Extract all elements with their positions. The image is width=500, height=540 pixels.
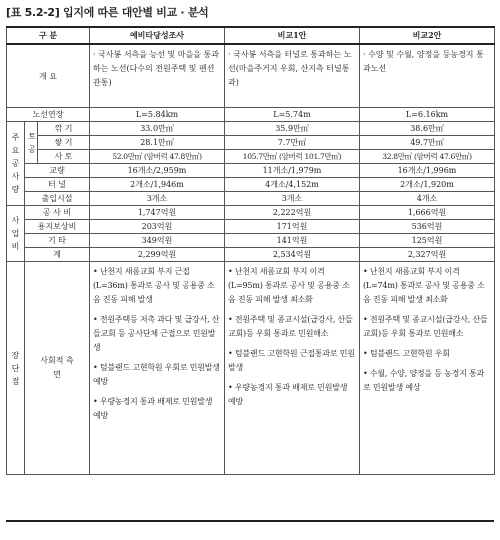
- summary-preferred: · 국사봉 서측을 능선 및 마을을 통과하는 노선(다수의 전원주택 및 펜션 관통): [90, 44, 225, 108]
- header-alt2: 비교2안: [360, 27, 495, 44]
- total-cost-label: 계: [25, 248, 90, 262]
- slope-row: [7, 150, 495, 164]
- total-cost-alt1: 2,534억원: [225, 248, 360, 262]
- list-item: • 텀블랜드 고현학원 우회로 민원발생 예방: [93, 363, 220, 386]
- summary-row: [7, 44, 495, 108]
- length-label: 노선연장: [7, 108, 90, 122]
- cut-label: 깎 기: [38, 122, 90, 136]
- ic-row: [7, 192, 495, 206]
- proscons-alt1: [225, 262, 360, 475]
- proscons-preferred: [90, 262, 225, 475]
- other-cost-preferred: 349억원: [90, 234, 225, 248]
- earthwork-label: [25, 122, 38, 164]
- social-text: 사회적 측 면: [40, 356, 74, 379]
- list-item: • 텀블랜드 고현학원 근접통과로 민원발생: [228, 349, 355, 372]
- slope-preferred: 52.0만㎥ (암버럭 47.8만㎥): [90, 150, 225, 164]
- other-cost-label: 기 타: [25, 234, 90, 248]
- tunnel-alt1: 4개소/4,152m: [225, 178, 360, 192]
- construction-cost-alt1: 2,222억원: [225, 206, 360, 220]
- length-alt2: L=6.16km: [360, 108, 495, 122]
- proscons-row: [7, 262, 495, 475]
- quantities-group-label: [7, 122, 25, 206]
- other-cost-alt1: 141억원: [225, 234, 360, 248]
- list-item: • 전원주택 및 종교시설(급강사, 산들교회)등 우회 통과로 민원해소: [363, 315, 488, 338]
- fill-preferred: 28.1만㎥: [90, 136, 225, 150]
- quantities-group-text: 주요공사량: [11, 133, 20, 194]
- other-cost-alt2: 125억원: [360, 234, 495, 248]
- tunnel-row: [7, 178, 495, 192]
- land-cost-label: 용지보상비: [25, 220, 90, 234]
- land-cost-row: [7, 220, 495, 234]
- header-row: [7, 27, 495, 44]
- header-preferred: 예비타당성조사: [90, 27, 225, 44]
- list-item: • 난천지 새롬교회 부지 근접(L=36m) 통과로 공사 및 공용중 소음 진동 피해 발생: [93, 267, 215, 304]
- fill-alt1: 7.7만㎥: [225, 136, 360, 150]
- social-label: [25, 262, 90, 475]
- table-caption: [표 5.2-2] 입지에 따른 대안별 비교 · 분석: [6, 6, 209, 19]
- list-item: • 전원주택 및 종교시설(급강사, 산들교회)등 우회 통과로 민원해소: [228, 315, 353, 338]
- length-preferred: L=5.84km: [90, 108, 225, 122]
- proscons-group-label: [7, 262, 25, 475]
- summary-alt2: · 수양 및 수월, 양정을 등농경지 통과노선: [360, 44, 495, 108]
- tunnel-preferred: 2개소/1,946m: [90, 178, 225, 192]
- land-cost-alt2: 536억원: [360, 220, 495, 234]
- tunnel-alt2: 2개소/1,920m: [360, 178, 495, 192]
- fill-label: 쌓 기: [38, 136, 90, 150]
- list-item: • 텀블랜드 고현학원 우회: [363, 349, 450, 358]
- fill-alt2: 49.7만㎥: [360, 136, 495, 150]
- bridge-row: [7, 164, 495, 178]
- tunnel-label: 터 널: [25, 178, 90, 192]
- construction-cost-alt2: 1,666억원: [360, 206, 495, 220]
- bottom-rule: [6, 520, 494, 522]
- cut-alt2: 38.6만㎥: [360, 122, 495, 136]
- list-item: • 전원주택등 저촉 과다 및 급강사, 산들교회 등 공사단체 근접으로 민원발생: [93, 315, 220, 352]
- length-row: [7, 108, 495, 122]
- ic-preferred: 3개소: [90, 192, 225, 206]
- ic-alt1: 3개소: [225, 192, 360, 206]
- summary-alt1: · 국사봉 서측을 터널로 통과하는 노선(마을주거지 우회, 산지측 터널통과): [225, 44, 360, 108]
- bridge-alt2: 16개소/1,996m: [360, 164, 495, 178]
- bridge-preferred: 16개소/2,959m: [90, 164, 225, 178]
- land-cost-preferred: 203억원: [90, 220, 225, 234]
- ic-label: 출입시설: [25, 192, 90, 206]
- slope-label: 사 토: [38, 150, 90, 164]
- comparison-table: [6, 26, 495, 475]
- bridge-alt1: 11개소/1,979m: [225, 164, 360, 178]
- slope-alt1: 105.7만㎥ (암버럭 101.7만㎥): [225, 150, 360, 164]
- total-cost-alt2: 2,327억원: [360, 248, 495, 262]
- ic-alt2: 4개소: [360, 192, 495, 206]
- slope-alt2: 32.8만㎥ (암버럭 47.6만㎥): [360, 150, 495, 164]
- list-item: • 난천지 새롬교회 부지 이격(L=74m) 통과로 공사 및 공용중 소음 진동 피해 발생 최소화: [363, 267, 485, 304]
- construction-cost-preferred: 1,747억원: [90, 206, 225, 220]
- cut-preferred: 33.0만㎥: [90, 122, 225, 136]
- total-cost-preferred: 2,299억원: [90, 248, 225, 262]
- cut-row: [7, 122, 495, 136]
- list-item: • 수월, 수양, 양정을 등 농경지 통과로 민원발생 예상: [363, 369, 485, 392]
- list-item: • 우량농경지 통과 배제로 민원발생 예방: [228, 383, 348, 406]
- list-item: • 난천지 새롬교회 부지 이격(L=95m) 통과로 공사 및 공용중 소음 진동 피해 발생 최소화: [228, 267, 350, 304]
- cost-group-label: [7, 206, 25, 262]
- construction-cost-row: [7, 206, 495, 220]
- fill-row: [7, 136, 495, 150]
- earthwork-text: 토공: [28, 131, 36, 154]
- cost-group-text: 사업비: [11, 216, 20, 251]
- length-alt1: L=5.74m: [225, 108, 360, 122]
- summary-label: 개 요: [7, 44, 90, 108]
- construction-cost-label: 공 사 비: [25, 206, 90, 220]
- proscons-group-text: 장단점: [11, 350, 20, 386]
- proscons-alt2: [360, 262, 495, 475]
- bridge-label: 교량: [25, 164, 90, 178]
- header-category: 구 분: [7, 27, 90, 44]
- cut-alt1: 35.9만㎥: [225, 122, 360, 136]
- land-cost-alt1: 171억원: [225, 220, 360, 234]
- list-item: • 우량농경지 통과 배제로 민원발생 예방: [93, 397, 213, 420]
- header-alt1: 비교1안: [225, 27, 360, 44]
- other-cost-row: [7, 234, 495, 248]
- total-cost-row: [7, 248, 495, 262]
